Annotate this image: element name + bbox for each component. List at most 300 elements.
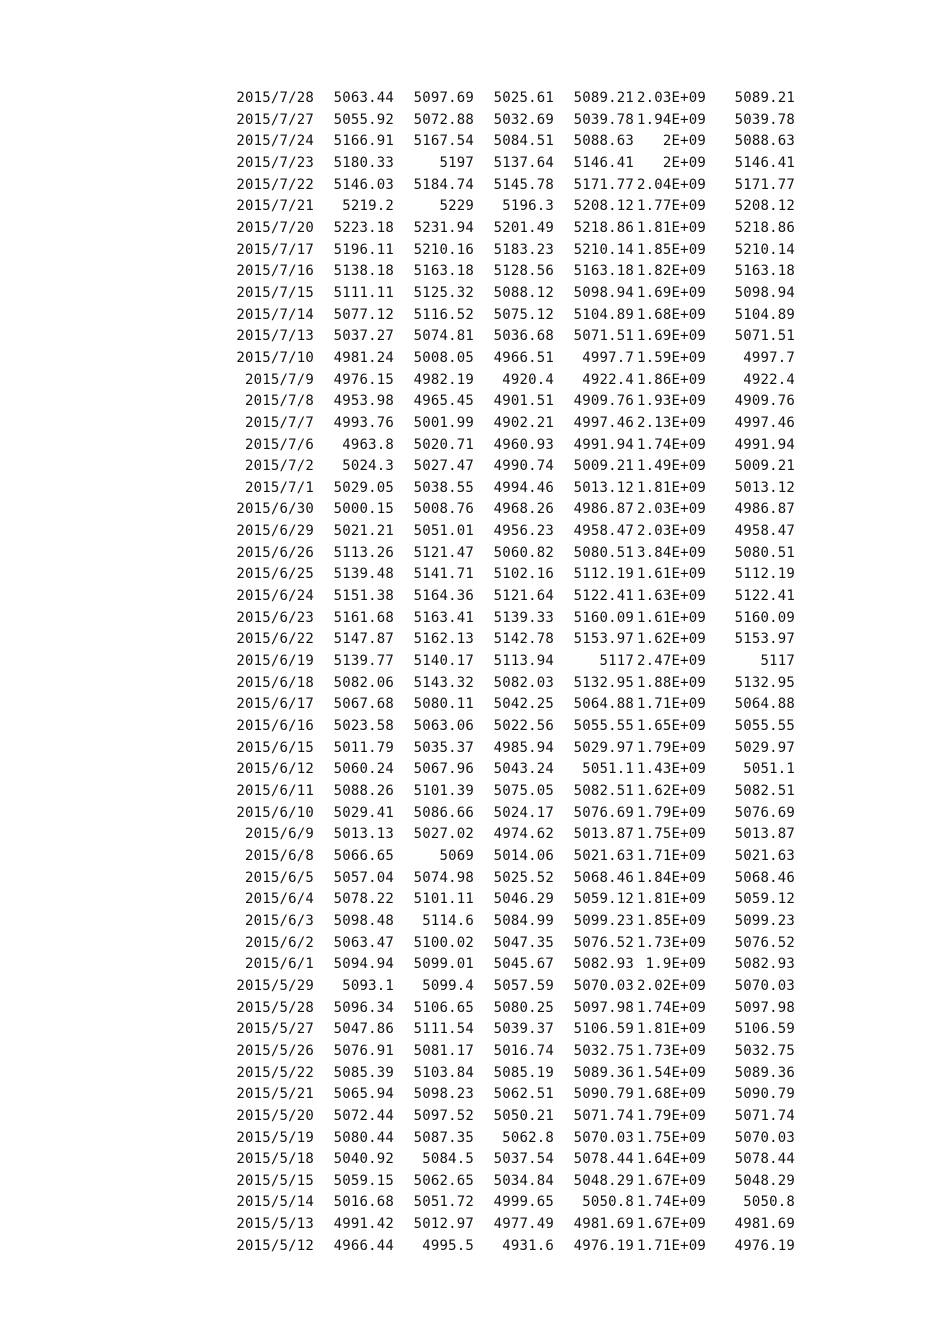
open-cell: 5060.24 bbox=[333, 761, 394, 778]
open-cell: 5113.26 bbox=[333, 544, 394, 561]
low-cell: 5034.84 bbox=[493, 1172, 554, 1189]
table-row bbox=[229, 348, 795, 370]
adj-close-cell: 5070.03 bbox=[734, 1129, 795, 1146]
high-cell: 5116.52 bbox=[413, 306, 474, 323]
date-cell: 2015/7/20 bbox=[236, 219, 314, 236]
high-cell: 5063.06 bbox=[413, 718, 474, 735]
open-cell: 4991.42 bbox=[333, 1216, 394, 1233]
open-cell: 4981.24 bbox=[333, 349, 394, 366]
low-cell: 5139.33 bbox=[493, 609, 554, 626]
low-cell: 5016.74 bbox=[493, 1042, 554, 1059]
close-cell: 5089.21 bbox=[573, 90, 634, 106]
adj-close-cell: 5090.79 bbox=[734, 1086, 795, 1103]
date-cell: 2015/6/11 bbox=[236, 783, 314, 799]
open-cell: 5067.68 bbox=[333, 696, 394, 713]
high-cell: 5038.55 bbox=[413, 479, 474, 496]
volume-cell: 1.77E+09 bbox=[636, 198, 706, 215]
volume-cell: 1.61E+09 bbox=[636, 566, 706, 583]
close-cell: 5070.03 bbox=[573, 1129, 634, 1146]
high-cell: 5125.32 bbox=[413, 284, 474, 301]
table-row bbox=[229, 759, 795, 781]
date-cell: 2015/6/29 bbox=[236, 523, 314, 540]
date-cell: 2015/7/15 bbox=[236, 284, 314, 301]
volume-cell: 1.81E+09 bbox=[636, 479, 706, 496]
volume-cell: 1.67E+09 bbox=[636, 1172, 706, 1189]
date-cell: 2015/7/28 bbox=[236, 90, 314, 106]
adj-close-cell: 5064.88 bbox=[734, 696, 795, 713]
adj-close-cell: 4922.4 bbox=[743, 371, 795, 388]
table-row bbox=[229, 1236, 795, 1258]
open-cell: 5098.48 bbox=[333, 912, 394, 929]
adj-close-cell: 5099.23 bbox=[734, 912, 795, 929]
table-row bbox=[229, 110, 795, 132]
close-cell: 5048.29 bbox=[573, 1172, 634, 1189]
date-cell: 2015/6/24 bbox=[236, 588, 314, 605]
volume-cell: 2.47E+09 bbox=[636, 653, 706, 670]
volume-cell: 1.49E+09 bbox=[636, 458, 706, 475]
adj-close-cell: 5055.55 bbox=[734, 718, 795, 735]
volume-cell: 1.62E+09 bbox=[636, 783, 706, 799]
adj-close-cell: 5112.19 bbox=[734, 566, 795, 583]
open-cell: 5011.79 bbox=[333, 739, 394, 756]
volume-cell: 1.73E+09 bbox=[636, 934, 706, 951]
adj-close-cell: 4909.76 bbox=[734, 393, 795, 410]
date-cell: 2015/7/9 bbox=[244, 371, 314, 388]
table-row bbox=[229, 370, 795, 392]
high-cell: 5069 bbox=[439, 847, 474, 864]
close-cell: 5171.77 bbox=[573, 176, 634, 193]
volume-cell: 1.74E+09 bbox=[636, 1194, 706, 1211]
high-cell: 5140.17 bbox=[413, 653, 474, 670]
volume-cell: 1.79E+09 bbox=[636, 1107, 706, 1124]
date-cell: 2015/6/25 bbox=[236, 566, 314, 583]
data-sheet bbox=[229, 88, 795, 1257]
adj-close-cell: 5013.12 bbox=[734, 479, 795, 496]
table-row bbox=[229, 261, 795, 283]
close-cell: 5039.78 bbox=[573, 111, 634, 128]
close-cell: 5132.95 bbox=[573, 674, 634, 691]
close-cell: 5009.21 bbox=[573, 458, 634, 475]
date-cell: 2015/6/22 bbox=[236, 631, 314, 648]
adj-close-cell: 5059.12 bbox=[734, 891, 795, 908]
open-cell: 4963.8 bbox=[342, 436, 394, 453]
low-cell: 5084.51 bbox=[493, 133, 554, 150]
date-cell: 2015/6/4 bbox=[244, 891, 314, 908]
adj-close-cell: 5076.69 bbox=[734, 804, 795, 821]
low-cell: 5080.25 bbox=[493, 999, 554, 1016]
volume-cell: 1.81E+09 bbox=[636, 891, 706, 908]
date-cell: 2015/7/8 bbox=[244, 393, 314, 410]
adj-close-cell: 5080.51 bbox=[734, 544, 795, 561]
high-cell: 5163.41 bbox=[413, 609, 474, 626]
adj-close-cell: 5076.52 bbox=[734, 934, 795, 951]
table-row bbox=[229, 283, 795, 305]
adj-close-cell: 5210.14 bbox=[734, 241, 795, 258]
high-cell: 5051.01 bbox=[413, 523, 474, 540]
close-cell: 5068.46 bbox=[573, 869, 634, 886]
low-cell: 5025.52 bbox=[493, 869, 554, 886]
low-cell: 5128.56 bbox=[493, 263, 554, 280]
date-cell: 2015/7/27 bbox=[236, 111, 314, 128]
high-cell: 4982.19 bbox=[413, 371, 474, 388]
low-cell: 5043.24 bbox=[493, 761, 554, 778]
low-cell: 4974.62 bbox=[493, 826, 554, 843]
high-cell: 4965.45 bbox=[413, 393, 474, 410]
adj-close-cell: 5029.97 bbox=[734, 739, 795, 756]
high-cell: 5081.17 bbox=[413, 1042, 474, 1059]
date-cell: 2015/7/10 bbox=[236, 349, 314, 366]
table-row bbox=[229, 478, 795, 500]
date-cell: 2015/5/29 bbox=[236, 977, 314, 994]
adj-close-cell: 5013.87 bbox=[734, 826, 795, 843]
date-cell: 2015/5/18 bbox=[236, 1151, 314, 1168]
low-cell: 5084.99 bbox=[493, 912, 554, 929]
open-cell: 5080.44 bbox=[333, 1129, 394, 1146]
table-row bbox=[229, 586, 795, 608]
high-cell: 5167.54 bbox=[413, 133, 474, 150]
date-cell: 2015/6/30 bbox=[236, 501, 314, 518]
date-cell: 2015/7/14 bbox=[236, 306, 314, 323]
adj-close-cell: 5032.75 bbox=[734, 1042, 795, 1059]
low-cell: 5062.51 bbox=[493, 1086, 554, 1103]
low-cell: 5201.49 bbox=[493, 219, 554, 236]
date-cell: 2015/7/23 bbox=[236, 154, 314, 171]
close-cell: 4958.47 bbox=[573, 523, 634, 540]
table-row bbox=[229, 608, 795, 630]
table-row bbox=[229, 175, 795, 197]
table-row bbox=[229, 1041, 795, 1063]
low-cell: 5183.23 bbox=[493, 241, 554, 258]
close-cell: 5099.23 bbox=[573, 912, 634, 929]
open-cell: 5139.48 bbox=[333, 566, 394, 583]
adj-close-cell: 4986.87 bbox=[734, 501, 795, 518]
open-cell: 5055.92 bbox=[333, 111, 394, 128]
adj-close-cell: 4981.69 bbox=[734, 1216, 795, 1233]
high-cell: 5035.37 bbox=[413, 739, 474, 756]
low-cell: 5032.69 bbox=[493, 111, 554, 128]
table-row bbox=[229, 391, 795, 413]
date-cell: 2015/6/16 bbox=[236, 718, 314, 735]
date-cell: 2015/5/21 bbox=[236, 1086, 314, 1103]
open-cell: 5096.34 bbox=[333, 999, 394, 1016]
volume-cell: 2.03E+09 bbox=[636, 523, 706, 540]
date-cell: 2015/7/16 bbox=[236, 263, 314, 280]
date-cell: 2015/6/23 bbox=[236, 609, 314, 626]
high-cell: 5229 bbox=[439, 198, 474, 215]
high-cell: 5051.72 bbox=[413, 1194, 474, 1211]
table-row bbox=[229, 998, 795, 1020]
close-cell: 5163.18 bbox=[573, 263, 634, 280]
open-cell: 5076.91 bbox=[333, 1042, 394, 1059]
low-cell: 5022.56 bbox=[493, 718, 554, 735]
low-cell: 4966.51 bbox=[493, 349, 554, 366]
open-cell: 5138.18 bbox=[333, 263, 394, 280]
low-cell: 5121.64 bbox=[493, 588, 554, 605]
low-cell: 5113.94 bbox=[493, 653, 554, 670]
close-cell: 4976.19 bbox=[573, 1237, 634, 1254]
table-row bbox=[229, 543, 795, 565]
high-cell: 5106.65 bbox=[413, 999, 474, 1016]
date-cell: 2015/7/21 bbox=[236, 198, 314, 215]
volume-cell: 1.74E+09 bbox=[636, 436, 706, 453]
close-cell: 5104.89 bbox=[573, 306, 634, 323]
table-row bbox=[229, 1149, 795, 1171]
open-cell: 5094.94 bbox=[333, 956, 394, 973]
date-cell: 2015/5/19 bbox=[236, 1129, 314, 1146]
adj-close-cell: 5163.18 bbox=[734, 263, 795, 280]
volume-cell: 1.94E+09 bbox=[636, 111, 706, 128]
open-cell: 5151.38 bbox=[333, 588, 394, 605]
high-cell: 5074.98 bbox=[413, 869, 474, 886]
table-row bbox=[229, 413, 795, 435]
table-row bbox=[229, 1084, 795, 1106]
high-cell: 5164.36 bbox=[413, 588, 474, 605]
high-cell: 5099.4 bbox=[422, 977, 474, 994]
table-row bbox=[229, 673, 795, 695]
close-cell: 5013.87 bbox=[573, 826, 634, 843]
open-cell: 5147.87 bbox=[333, 631, 394, 648]
date-cell: 2015/6/8 bbox=[244, 847, 314, 864]
table-row bbox=[229, 326, 795, 348]
volume-cell: 1.62E+09 bbox=[636, 631, 706, 648]
low-cell: 5024.17 bbox=[493, 804, 554, 821]
close-cell: 5146.41 bbox=[573, 154, 634, 171]
high-cell: 4995.5 bbox=[422, 1237, 474, 1254]
adj-close-cell: 5021.63 bbox=[734, 847, 795, 864]
low-cell: 5137.64 bbox=[493, 154, 554, 171]
open-cell: 5078.22 bbox=[333, 891, 394, 908]
price-table bbox=[229, 88, 795, 1257]
high-cell: 5162.13 bbox=[413, 631, 474, 648]
close-cell: 5076.52 bbox=[573, 934, 634, 951]
adj-close-cell: 5051.1 bbox=[743, 761, 795, 778]
close-cell: 5055.55 bbox=[573, 718, 634, 735]
volume-cell: 1.82E+09 bbox=[636, 263, 706, 280]
low-cell: 5014.06 bbox=[493, 847, 554, 864]
table-row bbox=[229, 196, 795, 218]
high-cell: 5080.11 bbox=[413, 696, 474, 713]
close-cell: 4997.46 bbox=[573, 414, 634, 431]
table-row bbox=[229, 651, 795, 673]
table-row bbox=[229, 1192, 795, 1214]
close-cell: 5071.51 bbox=[573, 328, 634, 345]
table-row bbox=[229, 803, 795, 825]
high-cell: 5101.39 bbox=[413, 783, 474, 799]
high-cell: 5231.94 bbox=[413, 219, 474, 236]
date-cell: 2015/6/17 bbox=[236, 696, 314, 713]
table-body bbox=[229, 88, 795, 1257]
close-cell: 5076.69 bbox=[573, 804, 634, 821]
close-cell: 5218.86 bbox=[573, 219, 634, 236]
high-cell: 5210.16 bbox=[413, 241, 474, 258]
date-cell: 2015/5/13 bbox=[236, 1216, 314, 1233]
open-cell: 5082.06 bbox=[333, 674, 394, 691]
volume-cell: 1.54E+09 bbox=[636, 1064, 706, 1081]
open-cell: 5196.11 bbox=[333, 241, 394, 258]
adj-close-cell: 5082.93 bbox=[734, 956, 795, 973]
low-cell: 4960.93 bbox=[493, 436, 554, 453]
close-cell: 5153.97 bbox=[573, 631, 634, 648]
table-row bbox=[229, 824, 795, 846]
close-cell: 5112.19 bbox=[573, 566, 634, 583]
table-row bbox=[229, 131, 795, 153]
close-cell: 5208.12 bbox=[573, 198, 634, 215]
adj-close-cell: 5071.51 bbox=[734, 328, 795, 345]
table-row bbox=[229, 240, 795, 262]
open-cell: 5146.03 bbox=[333, 176, 394, 193]
close-cell: 4991.94 bbox=[573, 436, 634, 453]
table-row bbox=[229, 1063, 795, 1085]
high-cell: 5072.88 bbox=[413, 111, 474, 128]
adj-close-cell: 4991.94 bbox=[734, 436, 795, 453]
open-cell: 5077.12 bbox=[333, 306, 394, 323]
table-row bbox=[229, 933, 795, 955]
open-cell: 5063.47 bbox=[333, 934, 394, 951]
table-row bbox=[229, 738, 795, 760]
date-cell: 2015/7/6 bbox=[244, 436, 314, 453]
close-cell: 5080.51 bbox=[573, 544, 634, 561]
adj-close-cell: 5048.29 bbox=[734, 1172, 795, 1189]
close-cell: 5088.63 bbox=[573, 133, 634, 150]
open-cell: 5139.77 bbox=[333, 653, 394, 670]
date-cell: 2015/6/26 bbox=[236, 544, 314, 561]
table-row bbox=[229, 911, 795, 933]
adj-close-cell: 5117 bbox=[760, 653, 795, 670]
low-cell: 5037.54 bbox=[493, 1151, 554, 1168]
volume-cell: 1.88E+09 bbox=[636, 674, 706, 691]
open-cell: 4993.76 bbox=[333, 414, 394, 431]
volume-cell: 2.04E+09 bbox=[636, 176, 706, 193]
adj-close-cell: 5089.36 bbox=[734, 1064, 795, 1081]
open-cell: 5219.2 bbox=[342, 198, 394, 215]
high-cell: 5114.6 bbox=[422, 912, 474, 929]
table-row bbox=[229, 846, 795, 868]
high-cell: 5008.05 bbox=[413, 349, 474, 366]
date-cell: 2015/5/22 bbox=[236, 1064, 314, 1081]
low-cell: 4956.23 bbox=[493, 523, 554, 540]
adj-close-cell: 5122.41 bbox=[734, 588, 795, 605]
close-cell: 5117 bbox=[599, 653, 634, 670]
close-cell: 5050.8 bbox=[582, 1194, 634, 1211]
open-cell: 5013.13 bbox=[333, 826, 394, 843]
open-cell: 5029.05 bbox=[333, 479, 394, 496]
table-row bbox=[229, 564, 795, 586]
close-cell: 5098.94 bbox=[573, 284, 634, 301]
close-cell: 4981.69 bbox=[573, 1216, 634, 1233]
date-cell: 2015/7/2 bbox=[244, 458, 314, 475]
low-cell: 4931.6 bbox=[502, 1237, 554, 1254]
close-cell: 5013.12 bbox=[573, 479, 634, 496]
low-cell: 5085.19 bbox=[493, 1064, 554, 1081]
adj-close-cell: 4958.47 bbox=[734, 523, 795, 540]
date-cell: 2015/7/24 bbox=[236, 133, 314, 150]
date-cell: 2015/6/12 bbox=[236, 761, 314, 778]
volume-cell: 2E+09 bbox=[662, 133, 706, 150]
volume-cell: 1.71E+09 bbox=[636, 1237, 706, 1254]
close-cell: 5106.59 bbox=[573, 1021, 634, 1038]
open-cell: 5088.26 bbox=[333, 783, 394, 799]
open-cell: 5161.68 bbox=[333, 609, 394, 626]
open-cell: 5111.11 bbox=[333, 284, 394, 301]
table-row bbox=[229, 499, 795, 521]
close-cell: 5070.03 bbox=[573, 977, 634, 994]
close-cell: 5097.98 bbox=[573, 999, 634, 1016]
open-cell: 5093.1 bbox=[342, 977, 394, 994]
volume-cell: 1.68E+09 bbox=[636, 1086, 706, 1103]
low-cell: 5060.82 bbox=[493, 544, 554, 561]
volume-cell: 1.85E+09 bbox=[636, 912, 706, 929]
table-row bbox=[229, 305, 795, 327]
table-row bbox=[229, 781, 795, 803]
close-cell: 5064.88 bbox=[573, 696, 634, 713]
high-cell: 5111.54 bbox=[413, 1021, 474, 1038]
open-cell: 4953.98 bbox=[333, 393, 394, 410]
close-cell: 5051.1 bbox=[582, 761, 634, 778]
low-cell: 5046.29 bbox=[493, 891, 554, 908]
open-cell: 5023.58 bbox=[333, 718, 394, 735]
low-cell: 5025.61 bbox=[493, 90, 554, 106]
high-cell: 5103.84 bbox=[413, 1064, 474, 1081]
close-cell: 5089.36 bbox=[573, 1064, 634, 1081]
adj-close-cell: 5050.8 bbox=[743, 1194, 795, 1211]
low-cell: 5102.16 bbox=[493, 566, 554, 583]
date-cell: 2015/6/1 bbox=[244, 956, 314, 973]
close-cell: 5032.75 bbox=[573, 1042, 634, 1059]
low-cell: 5075.12 bbox=[493, 306, 554, 323]
adj-close-cell: 5171.77 bbox=[734, 176, 795, 193]
date-cell: 2015/6/3 bbox=[244, 912, 314, 929]
high-cell: 5067.96 bbox=[413, 761, 474, 778]
low-cell: 5050.21 bbox=[493, 1107, 554, 1124]
adj-close-cell: 5082.51 bbox=[734, 783, 795, 799]
open-cell: 5059.15 bbox=[333, 1172, 394, 1189]
table-row bbox=[229, 1171, 795, 1193]
volume-cell: 1.69E+09 bbox=[636, 284, 706, 301]
high-cell: 5143.32 bbox=[413, 674, 474, 691]
close-cell: 5122.41 bbox=[573, 588, 634, 605]
adj-close-cell: 5132.95 bbox=[734, 674, 795, 691]
table-row bbox=[229, 694, 795, 716]
volume-cell: 1.81E+09 bbox=[636, 219, 706, 236]
date-cell: 2015/6/19 bbox=[236, 653, 314, 670]
low-cell: 5142.78 bbox=[493, 631, 554, 648]
high-cell: 5098.23 bbox=[413, 1086, 474, 1103]
high-cell: 5099.01 bbox=[413, 956, 474, 973]
table-row bbox=[229, 1019, 795, 1041]
table-row bbox=[229, 868, 795, 890]
adj-close-cell: 4997.46 bbox=[734, 414, 795, 431]
low-cell: 4977.49 bbox=[493, 1216, 554, 1233]
close-cell: 4922.4 bbox=[582, 371, 634, 388]
adj-close-cell: 5068.46 bbox=[734, 869, 795, 886]
adj-close-cell: 5089.21 bbox=[734, 90, 795, 106]
high-cell: 5101.11 bbox=[413, 891, 474, 908]
open-cell: 5085.39 bbox=[333, 1064, 394, 1081]
table-row bbox=[229, 1214, 795, 1236]
adj-close-cell: 5104.89 bbox=[734, 306, 795, 323]
date-cell: 2015/7/22 bbox=[236, 176, 314, 193]
close-cell: 4997.7 bbox=[582, 349, 634, 366]
open-cell: 5021.21 bbox=[333, 523, 394, 540]
volume-cell: 3.84E+09 bbox=[636, 544, 706, 561]
table-row bbox=[229, 218, 795, 240]
volume-cell: 1.84E+09 bbox=[636, 869, 706, 886]
high-cell: 5141.71 bbox=[413, 566, 474, 583]
close-cell: 5090.79 bbox=[573, 1086, 634, 1103]
volume-cell: 1.86E+09 bbox=[636, 371, 706, 388]
low-cell: 5075.05 bbox=[493, 783, 554, 799]
volume-cell: 1.93E+09 bbox=[636, 393, 706, 410]
